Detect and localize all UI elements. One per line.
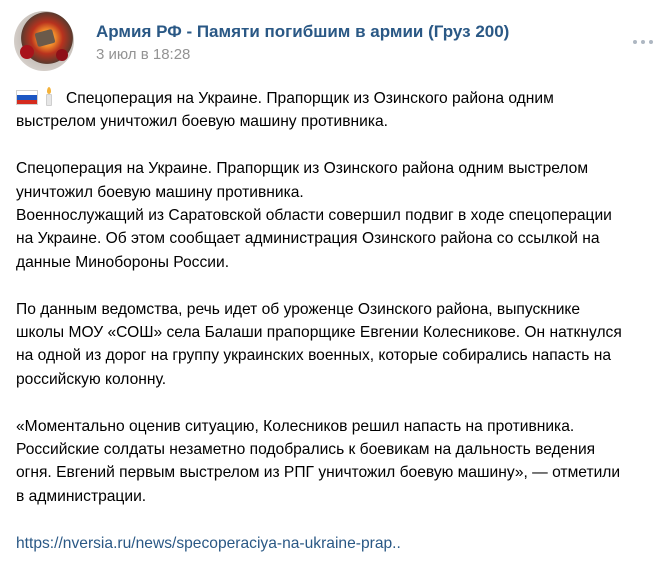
dot <box>649 40 653 44</box>
avatar-carnation-shape <box>20 45 34 59</box>
post-link-block <box>16 532 656 555</box>
lead-line: Спецоперация на Украине. Прапорщик из Озинского района одним <box>66 90 554 107</box>
dot <box>641 40 645 44</box>
text-line: данные Минобороны России. <box>16 253 230 271</box>
text-line <box>16 87 656 110</box>
text-line: уничтожил боевую машину противника. <box>16 183 304 201</box>
candle-icon <box>44 87 54 106</box>
post-date[interactable]: 3 июл в 18:28 <box>96 46 191 63</box>
post-header <box>14 11 654 71</box>
dot <box>633 40 637 44</box>
group-name-link[interactable]: Армия РФ - Памяти погибшим в армии (Груз 200) <box>96 22 510 41</box>
text-line: Российские солдаты незаметно подобрались к боевикам на дальность ведения <box>16 441 596 459</box>
text-line: По данным ведомства, речь идет об уроженце Озинского района, выпускнике <box>16 300 581 318</box>
text-line: Спецоперация на Украине. Прапорщик из Озинского района одним выстрелом <box>16 160 589 178</box>
text-line: в администрации. <box>16 487 147 505</box>
post-lead <box>16 87 656 134</box>
lead-line: выстрелом уничтожил боевую машину противника. <box>16 113 389 131</box>
text-line: огня. Евгений первым выстрелом из РПГ уничтожил боевую машину», — отметили <box>16 464 621 482</box>
more-dots-icon[interactable] <box>631 35 655 49</box>
post-text <box>16 87 656 578</box>
post-paragraph <box>16 157 656 274</box>
text-line: «Моментально оценив ситуацию, Колесников решил напасть на противника. <box>16 417 575 435</box>
post-paragraph <box>16 298 656 392</box>
text-line: на Украине. Об этом сообщает администрация Озинского района со ссылкой на <box>16 230 600 248</box>
russia-flag-icon <box>16 90 38 105</box>
text-line: школы МОУ «СОШ» села Балаши прапорщике Евгении Колесникове. Он наткнулся <box>16 324 622 342</box>
text-line: на одной из дорог на группу украинских военных, которые собирались напасть на <box>16 347 612 365</box>
text-line: российскую колонну. <box>16 370 167 388</box>
article-link[interactable]: https://nversia.ru/news/specoperaciya-na-ukraine-prap.. <box>16 534 401 552</box>
text-line: Военнослужащий из Саратовской области совершил подвиг в ходе спецоперации <box>16 207 612 225</box>
group-avatar[interactable] <box>14 11 74 71</box>
avatar-carnation-shape <box>56 49 68 61</box>
post-paragraph <box>16 415 656 509</box>
avatar-star-shape <box>34 29 55 47</box>
